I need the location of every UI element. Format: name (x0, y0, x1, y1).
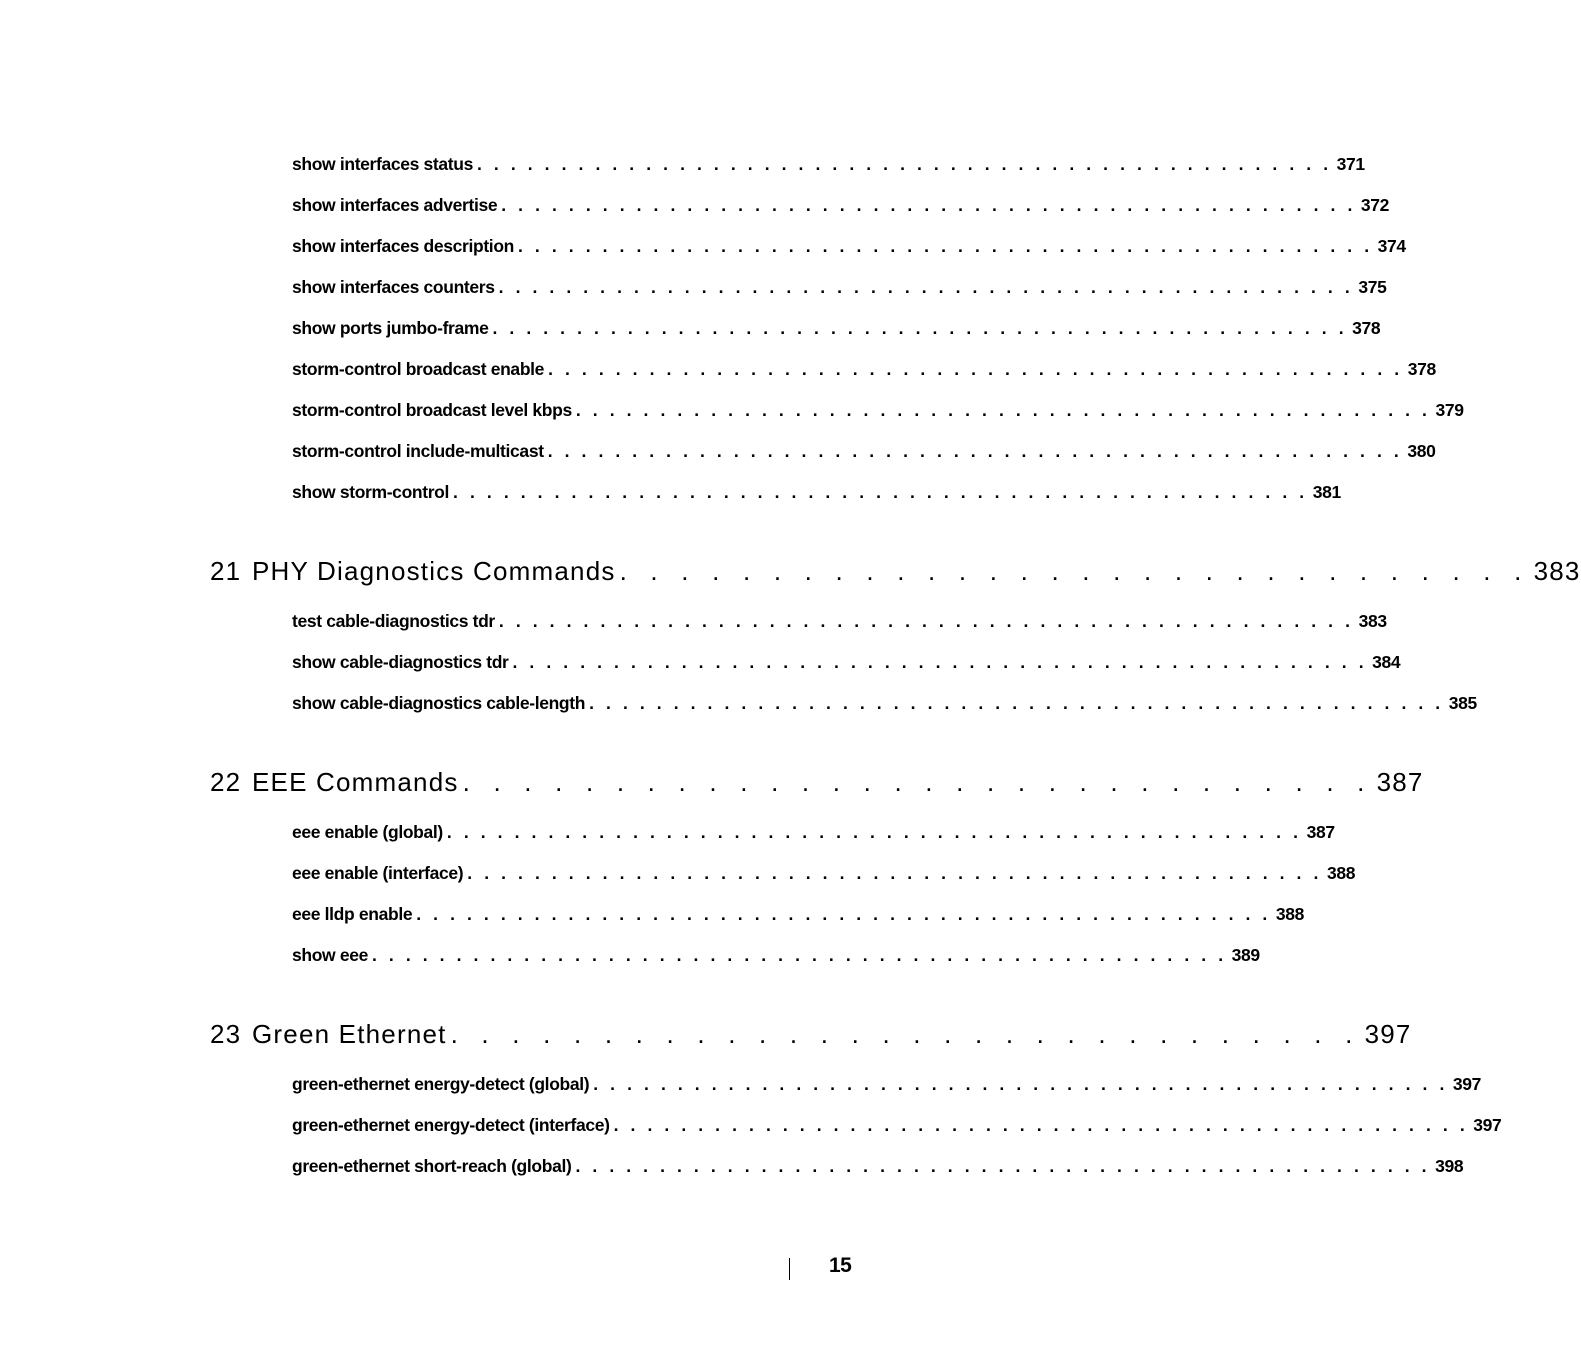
toc-entry-page: 387 (1302, 822, 1335, 843)
toc-entry-label: show ports jumbo-frame (292, 318, 492, 339)
toc-entry-label: green-ethernet energy-detect (interface) (292, 1115, 614, 1136)
toc-entry-page: 388 (1322, 863, 1355, 884)
toc-entry-label: green-ethernet energy-detect (global) (292, 1074, 593, 1095)
leader-dots: . . . . . . . . . . . . . . . . . . . . . . . . . . . . . . (619, 556, 1530, 586)
toc-entry-label: storm-control broadcast enable (292, 359, 548, 380)
toc-entry-label: eee enable (global) (292, 822, 447, 843)
chapter-page: 387 (1376, 767, 1424, 797)
toc-entry-label: show interfaces status (292, 154, 477, 175)
toc-entry[interactable] (292, 482, 1341, 506)
toc-entry-page: 374 (1373, 236, 1406, 257)
toc-entry[interactable] (292, 904, 1305, 928)
leader-dots: . . . . . . . . . . . . . . . . . . . . . . . . . . . . . . . . . . . . . . . . . . . . . . . . . . . (575, 1156, 1431, 1176)
toc-entry-label: show storm-control (292, 482, 453, 503)
toc-entry-label: eee lldp enable (292, 904, 416, 925)
leader-dots: . . . . . . . . . . . . . . . . . . . . . . . . . . . . . . (462, 767, 1373, 797)
leader-dots: . . . . . . . . . . . . . . . . . . . . . . . . . . . . . . . . . . . . . . . . . . . . . . . . . . . (518, 236, 1373, 256)
toc-entry-page: 378 (1347, 318, 1380, 339)
toc-entry-page: 372 (1356, 195, 1389, 216)
leader-dots: . . . . . . . . . . . . . . . . . . . . . . . . . . . . . . . . . . . . . . . . . . . . . . . . . . . (498, 611, 1354, 631)
toc-entry[interactable] (292, 945, 1260, 969)
chapter-page: 383 (1533, 556, 1581, 586)
chapter-page: 397 (1364, 1019, 1412, 1049)
leader-dots: . . . . . . . . . . . . . . . . . . . . . . . . . . . . . . . . . . . . . . . . . . . . . . . . . . . (548, 359, 1403, 379)
footer-page-number: 15 (829, 1254, 852, 1277)
toc-entry-page: 378 (1403, 359, 1436, 380)
toc-entry-label: storm-control include-multicast (292, 441, 548, 462)
toc-entry-page: 383 (1354, 611, 1387, 632)
toc-entry[interactable] (292, 318, 1381, 342)
chapter-heading[interactable] (210, 556, 1581, 588)
leader-dots: . . . . . . . . . . . . . . . . . . . . . . . . . . . . . . . . . . . . . . . . . . . . . . . . . . . (613, 1115, 1469, 1135)
leader-dots: . . . . . . . . . . . . . . . . . . . . . . . . . . . . . . . . . . . . . . . . . . . . . . . . . . . (498, 277, 1354, 297)
toc-entry[interactable] (292, 652, 1401, 676)
chapter-number: 23 (210, 1019, 242, 1049)
leader-dots: . . . . . . . . . . . . . . . . . . . . . . . . . . . . . . . . . . . . . . . . . . . . . . . . . . . (512, 652, 1368, 672)
leader-dots: . . . . . . . . . . . . . . . . . . . . . . . . . . . . . . . . . . . . . . . . . . . . . . . . . . . (416, 904, 1271, 924)
chapter-title: Green Ethernet (252, 1019, 447, 1049)
toc-entry[interactable] (292, 611, 1387, 635)
toc-entry[interactable] (292, 400, 1464, 424)
toc-entry-label: storm-control broadcast level kbps (292, 400, 576, 421)
toc-entry[interactable] (292, 1156, 1464, 1180)
chapter-heading[interactable] (210, 1019, 1412, 1051)
toc-entry-page: 371 (1332, 154, 1365, 175)
toc-entry[interactable] (292, 1074, 1482, 1098)
leader-dots: . . . . . . . . . . . . . . . . . . . . . . . . . . . . . . . . . . . . . . . . . . . . . . . . . . . (476, 154, 1332, 174)
toc-entry-label: show cable-diagnostics cable-length (292, 693, 589, 714)
toc-entry-label: eee enable (interface) (292, 863, 467, 884)
leader-dots: . . . . . . . . . . . . . . . . . . . . . . . . . . . . . . . . . . . . . . . . . . . . . . . . . . . (593, 1074, 1448, 1094)
toc-entry-page: 397 (1468, 1115, 1501, 1136)
toc-entry-label: show interfaces advertise (292, 195, 501, 216)
leader-dots: . . . . . . . . . . . . . . . . . . . . . . . . . . . . . . . . . . . . . . . . . . . . . . . . . . . (575, 400, 1431, 420)
leader-dots: . . . . . . . . . . . . . . . . . . . . . . . . . . . . . . . . . . . . . . . . . . . . . . . . . . . (589, 693, 1444, 713)
leader-dots: . . . . . . . . . . . . . . . . . . . . . . . . . . . . . . . . . . . . . . . . . . . . . . . . . . . (467, 863, 1322, 883)
leader-dots: . . . . . . . . . . . . . . . . . . . . . . . . . . . . . . . . . . . . . . . . . . . . . . . . . . . (501, 195, 1356, 215)
toc-entry-label: show cable-diagnostics tdr (292, 652, 513, 673)
leader-dots: . . . . . . . . . . . . . . . . . . . . . . . . . . . . . . . . . . . . . . . . . . . . . . . . . . . (547, 441, 1403, 461)
toc-entry-label: green-ethernet short-reach (global) (292, 1156, 575, 1177)
toc-entry[interactable] (292, 1115, 1502, 1139)
toc-entry-label: show interfaces counters (292, 277, 499, 298)
toc-entry[interactable] (292, 441, 1436, 465)
footer-divider (789, 1258, 790, 1280)
toc-entry[interactable] (292, 359, 1436, 383)
toc-entry[interactable] (292, 154, 1365, 178)
toc-entry-page: 381 (1308, 482, 1341, 503)
leader-dots: . . . . . . . . . . . . . . . . . . . . . . . . . . . . . . . . . . . . . . . . . . . . . . . . . . . (453, 482, 1308, 502)
leader-dots: . . . . . . . . . . . . . . . . . . . . . . . . . . . . . . . . . . . . . . . . . . . . . . . . . . . (371, 945, 1227, 965)
chapter-heading[interactable] (210, 767, 1424, 799)
leader-dots: . . . . . . . . . . . . . . . . . . . . . . . . . . . . . . (450, 1019, 1361, 1049)
chapter-number: 22 (210, 767, 242, 797)
toc-entry-page: 384 (1367, 652, 1400, 673)
leader-dots: . . . . . . . . . . . . . . . . . . . . . . . . . . . . . . . . . . . . . . . . . . . . . . . . . . . (492, 318, 1348, 338)
toc-entry-page: 379 (1431, 400, 1464, 421)
toc-entry-page: 389 (1227, 945, 1260, 966)
leader-dots: . . . . . . . . . . . . . . . . . . . . . . . . . . . . . . . . . . . . . . . . . . . . . . . . . . . (446, 822, 1302, 842)
toc-entry-label: show eee (292, 945, 372, 966)
toc-entry[interactable] (292, 822, 1335, 846)
toc-entry[interactable] (292, 236, 1406, 260)
toc-entry-page: 388 (1271, 904, 1304, 925)
toc-entry-page: 385 (1444, 693, 1477, 714)
toc-entry[interactable] (292, 863, 1356, 887)
toc-entry-label: test cable-diagnostics tdr (292, 611, 499, 632)
toc-entry[interactable] (292, 693, 1477, 717)
toc-entry-page: 380 (1402, 441, 1435, 462)
chapter-number: 21 (210, 556, 242, 586)
toc-entry[interactable] (292, 277, 1387, 301)
toc-entry-page: 397 (1448, 1074, 1481, 1095)
toc-entry-page: 375 (1353, 277, 1386, 298)
toc-entry-label: show interfaces description (292, 236, 518, 257)
chapter-title: EEE Commands (252, 767, 459, 797)
chapter-title: PHY Diagnostics Commands (252, 556, 616, 586)
toc-entry-page: 398 (1430, 1156, 1463, 1177)
toc-entry[interactable] (292, 195, 1390, 219)
